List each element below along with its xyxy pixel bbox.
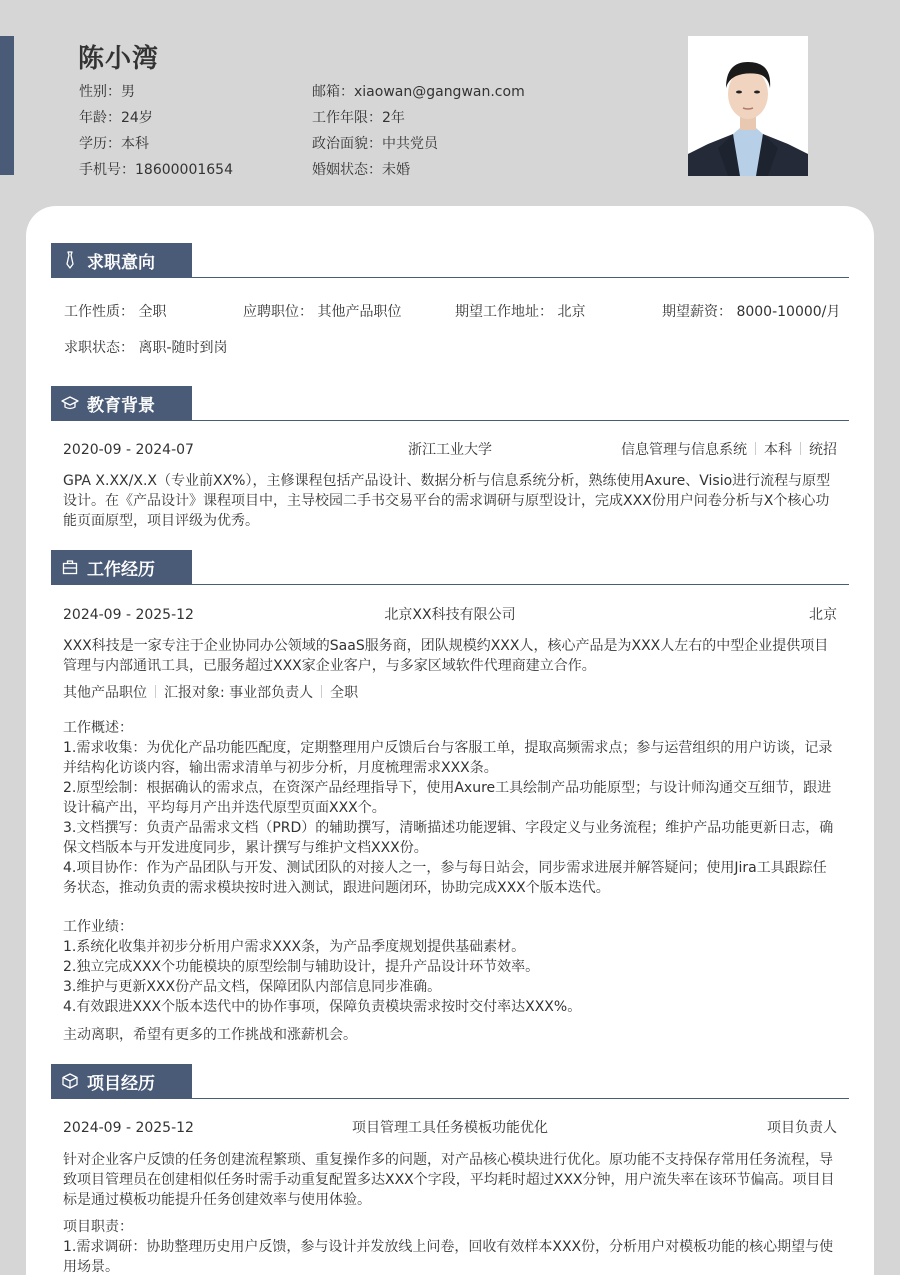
- section-tab: [51, 1064, 192, 1098]
- info-age: 年龄：24岁: [79, 110, 153, 126]
- duty-item: 1.需求调研：协助整理历史用户反馈，参与设计并发放线上问卷，回收有效样本XXX份，分析用户对模板功能的核心期望与使用场景。: [63, 1239, 834, 1275]
- info-work-years: 工作年限：2年: [312, 110, 405, 126]
- section-tab: [51, 550, 192, 584]
- section-header-project: [51, 1064, 849, 1099]
- intent-salary: 期望薪资： 8000-10000/月: [662, 304, 841, 320]
- work-city: 北京: [809, 607, 837, 623]
- overview-item: 4.项目协作：作为产品团队与开发、测试团队的对接人之一，参与每日站会，同步需求进展并解答疑问；使用Jira工具跟踪任务状态，推动负责的需求模块按时进入测试，跟进问题闭环，协助完成XXX个版本迭代。: [63, 860, 827, 896]
- overview-item: 3.文档撰写：负责产品需求文档（PRD）的辅助撰写，清晰描述功能逻辑、字段定义与业务流程；维护产品功能更新日志，确保文档版本与开发进度同步，累计撰写与维护文档XXX份。: [63, 820, 834, 856]
- work-achievements: [63, 917, 839, 1017]
- overview-item: 2.原型绘制：根据确认的需求点，在资深产品经理指导下，使用Axure工具绘制产品功能原型；与设计师沟通交互细节，跟进设计稿产出，平均每月产出并迭代原型页面XXX个。: [63, 780, 832, 816]
- project-duties: [63, 1217, 839, 1275]
- info-marital: 婚姻状态：未婚: [312, 162, 410, 178]
- achievement-item: 3.维护与更新XXX份产品文档，保障团队内部信息同步准确。: [63, 979, 442, 995]
- info-political: 政治面貌：中共党员: [312, 136, 438, 152]
- info-phone: 手机号：18600001654: [79, 162, 233, 178]
- education-date: 2020-09 - 2024-07: [63, 442, 194, 458]
- section-tab: [51, 386, 192, 420]
- divider: [800, 442, 801, 455]
- candidate-name: 陈小湾: [78, 44, 160, 74]
- section-tab: [51, 243, 192, 277]
- profile-photo: [688, 36, 808, 176]
- education-school: 浙江工业大学: [408, 442, 492, 458]
- divider: [155, 685, 156, 698]
- project-name: 项目管理工具任务模板功能优化: [352, 1120, 548, 1136]
- achievement-item: 4.有效跟进XXX个版本迭代中的协作事项，保障负责模块需求按时交付率达XXX%。: [63, 999, 582, 1015]
- section-title: 项目经历: [87, 1073, 155, 1094]
- divider: [321, 685, 322, 698]
- work-company-description: XXX科技是一家专注于企业协同办公领域的SaaS服务商，团队规模约XXX人，核心产品是为XXX人左右的中型企业提供项目管理与内部通讯工具，已服务超过XXX家企业客户，与多家区域软件代理商建立合作。: [63, 638, 829, 674]
- work-tags: 其他产品职位 汇报对象: 事业部负责人 全职: [63, 685, 359, 701]
- education-meta: 信息管理与信息系统 本科 统招: [621, 442, 837, 458]
- portrait-image: [688, 36, 808, 176]
- intent-location: 期望工作地址： 北京: [455, 304, 586, 320]
- work-date: 2024-09 - 2025-12: [63, 607, 194, 623]
- work-overview: [63, 718, 839, 898]
- accent-bar: [0, 36, 14, 175]
- achievement-item: 2.独立完成XXX个功能模块的原型绘制与辅助设计，提升产品设计环节效率。: [63, 959, 540, 975]
- section-header-education: [51, 386, 849, 421]
- project-date: 2024-09 - 2025-12: [63, 1120, 194, 1136]
- info-education: 学历：本科: [79, 136, 149, 152]
- project-description: 针对企业客户反馈的任务创建流程繁琐、重复操作多的问题，对产品核心模块进行优化。原功能不支持保存常用任务流程，导致项目管理员在创建相似任务时需手动重复配置多达XXX个字段，平均耗时超过XXX分钟，用户流失率在该环节偏高。项目目标是通过模板功能提升任务创建效率与使用体验。: [63, 1152, 835, 1208]
- briefcase-icon: [61, 558, 79, 576]
- section-header-intent: [51, 243, 849, 278]
- achievements-title: 工作业绩：: [63, 919, 133, 935]
- work-leave-reason: 主动离职，希望有更多的工作挑战和涨薪机会。: [63, 1027, 357, 1043]
- divider: [755, 442, 756, 455]
- info-email: 邮箱：xiaowan@gangwan.com: [312, 84, 525, 100]
- section-header-work: [51, 550, 849, 585]
- overview-title: 工作概述：: [63, 720, 133, 736]
- section-title: 工作经历: [87, 559, 155, 580]
- section-title: 教育背景: [87, 395, 155, 416]
- cube-icon: [61, 1072, 79, 1090]
- graduation-cap-icon: [61, 394, 79, 412]
- intent-work-type: 工作性质： 全职: [64, 304, 167, 320]
- project-role: 项目负责人: [767, 1120, 837, 1136]
- overview-item: 1.需求收集：为优化产品功能匹配度，定期整理用户反馈后台与客服工单，提取高频需求点；参与运营组织的用户访谈，记录并结构化访谈内容，输出需求清单与初步分析，月度梳理需求XXX条。: [63, 740, 833, 776]
- duties-title: 项目职责：: [63, 1219, 133, 1235]
- achievement-item: 1.系统化收集并初步分析用户需求XXX条，为产品季度规划提供基础素材。: [63, 939, 526, 955]
- work-company: 北京XX科技有限公司: [384, 607, 516, 623]
- education-description: GPA X.XX/X.X（专业前XX%），主修课程包括产品设计、数据分析与信息系统分析，熟练使用Axure、Visio进行流程与原型设计。在《产品设计》课程项目中，主导校园二手书交易平台的需求调研与原型设计，完成XXX份用户问卷分析与X个核心功能页面原型，项目评级为优秀。: [63, 473, 831, 529]
- intent-status: 求职状态： 离职-随时到岗: [64, 340, 228, 356]
- section-title: 求职意向: [87, 252, 155, 273]
- intent-position: 应聘职位： 其他产品职位: [243, 304, 402, 320]
- tie-icon: [61, 251, 79, 269]
- info-gender: 性别：男: [79, 84, 135, 100]
